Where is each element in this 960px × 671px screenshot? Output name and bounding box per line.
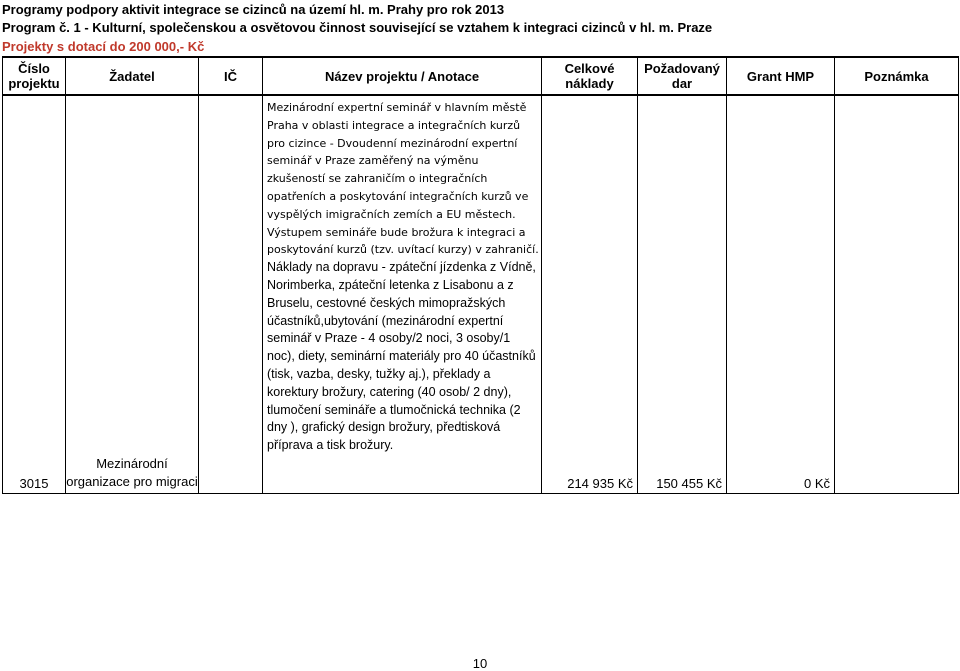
project-costs-description: Náklady na dopravu - zpáteční jízdenka z Vídně, Norimberka, zpáteční letenka z Lisabonu a z Bruselu, cestovné českých mimopražských účastníků,ubytování (mezinárodní expertní seminář v Praze - 4 osoby/2 noci, 3 osoby/1 noc), diety, seminární materiály pro 40 účastníků (tisk, vazba, desky, tužky aj.), překlady a korektury brožury, catering (40 osob/ 2 dny), tlumočení semináře a tlumočnická technika (2 dny ), grafický design brožury, předtisková příprava a tisk brožury. xyxy=(267,260,536,453)
col-header-ic: IČ xyxy=(199,57,263,95)
col-header-name: Název projektu / Anotace xyxy=(263,57,542,95)
project-name-cell xyxy=(263,95,542,494)
col-header-applicant: Žadatel xyxy=(66,57,199,95)
col-header-note: Poznámka xyxy=(835,57,959,95)
requested-amount-cell: 150 455 Kč xyxy=(638,95,727,494)
projects-table xyxy=(2,56,959,494)
section-title: Projekty s dotací do 200 000,- Kč xyxy=(2,39,205,54)
note-cell xyxy=(835,95,959,494)
table-header-row xyxy=(3,57,959,95)
col-header-number: Číslo projektu xyxy=(3,57,66,95)
ic-cell xyxy=(199,95,263,494)
grant-cell: 0 Kč xyxy=(727,95,835,494)
col-header-grant: Grant HMP xyxy=(727,57,835,95)
project-annotation: Mezinárodní expertní seminář v hlavním městě Praha v oblasti integrace a integračních kurzů pro cizince - Dvoudenní mezinárodní expertní seminář v Praze zaměřený na výměnu zkušeností se zahraničím o integračních opatřeních a poskytování integračních kurzů ve vyspělých imigračních zemích a EU městech. Výstupem semináře bude brožura k integraci a poskytování kurzů (tzv. uvítací kurzy) v zahraničí. xyxy=(267,101,539,257)
total-costs-cell: 214 935 Kč xyxy=(542,95,638,494)
document-title: Programy podpory aktivit integrace se cizinců na území hl. m. Prahy pro rok 2013 xyxy=(2,2,505,17)
col-header-requested: Požadovaný dar xyxy=(638,57,727,95)
program-title: Program č. 1 - Kulturní, společenskou a osvětovou činnost související se vztahem k integraci cizinců v hl. m. Praze xyxy=(2,20,713,35)
page-number: 10 xyxy=(472,656,488,671)
project-number-cell: 3015 xyxy=(3,95,66,494)
table-row xyxy=(3,95,959,494)
applicant-cell: Mezinárodní organizace pro migraci xyxy=(66,95,199,494)
col-header-total-costs: Celkové náklady xyxy=(542,57,638,95)
